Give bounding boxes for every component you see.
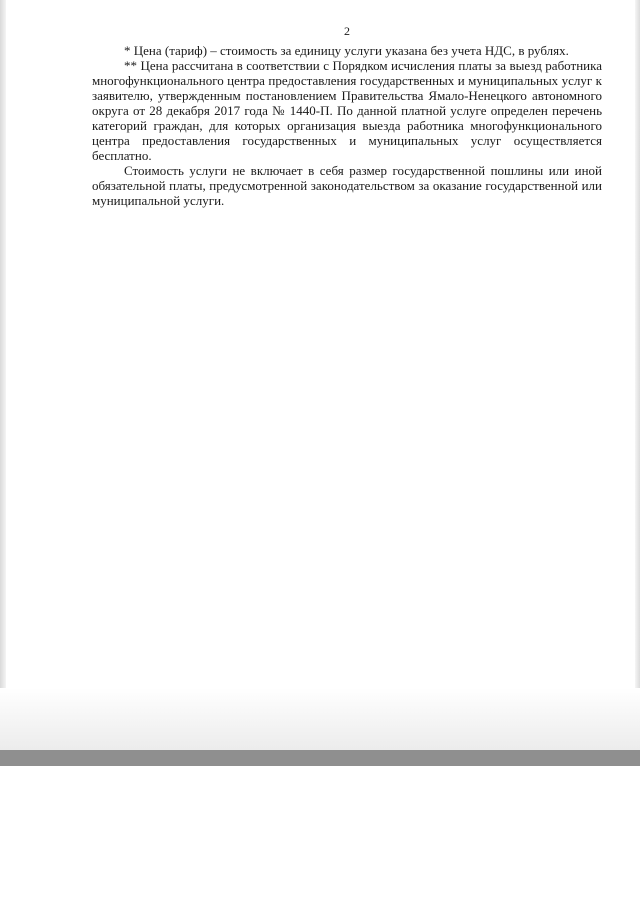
scan-bottom-shade: [0, 688, 640, 750]
document-body: [92, 24, 602, 208]
footnote-price-calculation: ** Цена рассчитана в соответствии с Порядком исчисления платы за выезд работника многофункционального центра предоставления государственных и муниципальных услуг к заявителю, утвержденным постановлением Правительства Ямало-Ненецкого автономного округа от 28 декабря 2017 года № 1440-П. По данной платной услуге определен перечень категорий граждан, для которых организация выезда работника многофункционального центра предоставления государственных и муниципальных услуг осуществляется бесплатно.: [92, 58, 602, 163]
blank-area: [0, 766, 640, 905]
footnote-price-note: * Цена (тариф) – стоимость за единицу услуги указана без учета НДС, в рублях.: [124, 43, 569, 58]
scan-edge-right: [635, 0, 640, 760]
scan-edge-left: [0, 0, 6, 760]
cost-exclusion-paragraph: Стоимость услуги не включает в себя размер государственной пошлины или иной обязательной платы, предусмотренной законодательством за оказание государственной или муниципальной услуги.: [92, 163, 602, 208]
page-number: 2: [344, 24, 350, 38]
scan-bottom-band: [0, 750, 640, 766]
